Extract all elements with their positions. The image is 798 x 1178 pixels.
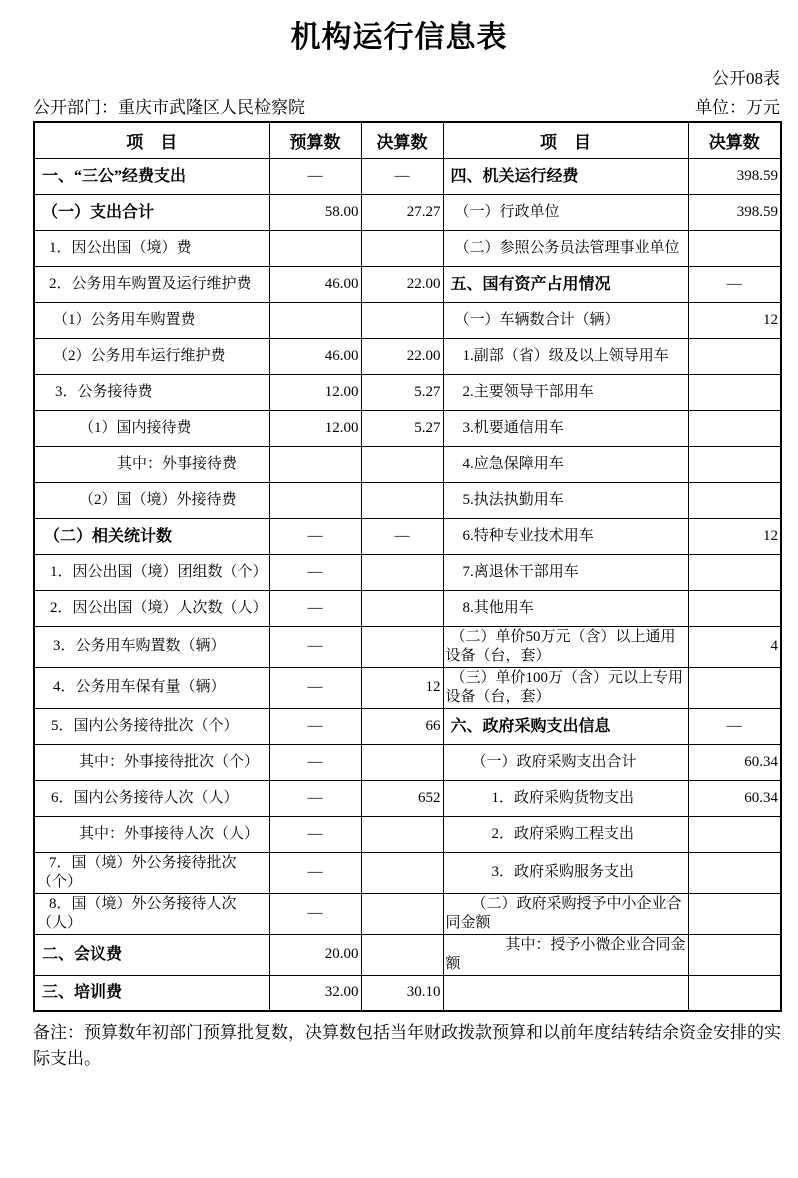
left-item-label: 二、会议费 (34, 934, 269, 975)
right-item-label (443, 975, 688, 1011)
left-final-value: 30.10 (361, 975, 443, 1011)
left-budget-value (269, 230, 361, 266)
right-item-label: （二）单价50万元（含）以上通用设备（台，套） (443, 626, 688, 667)
table-body (34, 158, 781, 1011)
left-final-value: 22.00 (361, 338, 443, 374)
left-budget-value (269, 446, 361, 482)
right-item-label: （三）单价100万（含）元以上专用设备（台，套） (443, 667, 688, 708)
left-item-label: 6．国内公务接待人次（人） (34, 780, 269, 816)
left-item-label: 其中：外事接待批次（个） (34, 744, 269, 780)
left-budget-value: — (269, 708, 361, 744)
right-item-label: （一）政府采购支出合计 (443, 744, 688, 780)
table-row (34, 194, 781, 230)
left-final-value: 22.00 (361, 266, 443, 302)
right-item-label: 五、国有资产占用情况 (443, 266, 688, 302)
table-row (34, 230, 781, 266)
page-title: 机构运行信息表 (290, 21, 508, 54)
header-row (34, 122, 781, 158)
col-header-budget: 预算数 (269, 122, 361, 158)
table-row (34, 446, 781, 482)
right-item-label: （一）车辆数合计（辆） (443, 302, 688, 338)
right-final-value (688, 975, 781, 1011)
left-budget-value: 12.00 (269, 410, 361, 446)
table-row (34, 893, 781, 934)
left-budget-value (269, 482, 361, 518)
left-final-value (361, 590, 443, 626)
right-final-value (688, 410, 781, 446)
left-budget-value: 32.00 (269, 975, 361, 1011)
left-final-value (361, 554, 443, 590)
right-item-label: 其中：授予小微企业合同金额 (443, 934, 688, 975)
unit-label: 单位：万元 (695, 98, 780, 117)
left-budget-value: — (269, 158, 361, 194)
left-budget-value: — (269, 744, 361, 780)
left-budget-value: 20.00 (269, 934, 361, 975)
table-row (34, 302, 781, 338)
left-budget-value: — (269, 780, 361, 816)
right-item-label: 3．政府采购服务支出 (443, 852, 688, 893)
right-final-value (688, 374, 781, 410)
table-row (34, 374, 781, 410)
right-final-value (688, 667, 781, 708)
table-row (34, 158, 781, 194)
table-row (34, 975, 781, 1011)
right-final-value: 398.59 (688, 194, 781, 230)
meta-line (33, 93, 780, 118)
right-item-label: 4.应急保障用车 (443, 446, 688, 482)
right-final-value: 4 (688, 626, 781, 667)
left-item-label: 其中：外事接待人次（人） (34, 816, 269, 852)
right-final-value: — (688, 266, 781, 302)
right-final-value: 60.34 (688, 744, 781, 780)
left-item-label: 2．因公出国（境）人次数（人） (34, 590, 269, 626)
left-final-value: 652 (361, 780, 443, 816)
right-final-value (688, 590, 781, 626)
right-final-value (688, 482, 781, 518)
table-row (34, 554, 781, 590)
left-item-label: 3．公务接待费 (34, 374, 269, 410)
left-budget-value: — (269, 590, 361, 626)
left-budget-value: 46.00 (269, 266, 361, 302)
right-final-value (688, 554, 781, 590)
right-final-value (688, 934, 781, 975)
left-final-value: 12 (361, 667, 443, 708)
left-item-label: （一）支出合计 (34, 194, 269, 230)
left-budget-value: 58.00 (269, 194, 361, 230)
left-item-label: 一、“三公”经费支出 (34, 158, 269, 194)
right-item-label: 六、政府采购支出信息 (443, 708, 688, 744)
left-final-value (361, 230, 443, 266)
table-row (34, 744, 781, 780)
table-row (34, 667, 781, 708)
right-item-label: 3.机要通信用车 (443, 410, 688, 446)
left-final-value (361, 626, 443, 667)
table-row (34, 708, 781, 744)
right-final-value (688, 852, 781, 893)
left-final-value: 5.27 (361, 410, 443, 446)
left-item-label: 3．公务用车购置数（辆） (34, 626, 269, 667)
left-final-value (361, 482, 443, 518)
col-header-final-left: 决算数 (361, 122, 443, 158)
table-row (34, 482, 781, 518)
info-table (33, 121, 782, 1012)
left-final-value (361, 852, 443, 893)
left-final-value (361, 934, 443, 975)
right-item-label: （二）参照公务员法管理事业单位 (443, 230, 688, 266)
left-budget-value (269, 302, 361, 338)
left-budget-value: 12.00 (269, 374, 361, 410)
table-row (34, 780, 781, 816)
table-row (34, 410, 781, 446)
left-item-label: 2．公务用车购置及运行维护费 (34, 266, 269, 302)
form-code: 公开08表 (712, 69, 780, 88)
footnote: 备注：预算数年初部门预算批复数，决算数包括当年财政拨款预算和以前年度结转结余资金安排的实际支出。 (33, 1023, 781, 1068)
left-budget-value: — (269, 554, 361, 590)
left-final-value: 5.27 (361, 374, 443, 410)
right-final-value (688, 230, 781, 266)
right-item-label: 四、机关运行经费 (443, 158, 688, 194)
right-item-label: （二）政府采购授予中小企业合同金额 (443, 893, 688, 934)
right-item-label: 1．政府采购货物支出 (443, 780, 688, 816)
left-item-label: （1）国内接待费 (34, 410, 269, 446)
left-item-label: （2）公务用车运行维护费 (34, 338, 269, 374)
left-final-value (361, 744, 443, 780)
right-item-label: 1.副部（省）级及以上领导用车 (443, 338, 688, 374)
left-final-value: — (361, 158, 443, 194)
left-item-label: 5．国内公务接待批次（个） (34, 708, 269, 744)
right-final-value: 60.34 (688, 780, 781, 816)
left-final-value (361, 446, 443, 482)
right-final-value (688, 338, 781, 374)
col-header-item-right: 项 目 (443, 122, 688, 158)
left-final-value: 27.27 (361, 194, 443, 230)
table-row (34, 626, 781, 667)
left-budget-value: — (269, 893, 361, 934)
left-item-label: 8．国（境）外公务接待人次（人） (34, 893, 269, 934)
left-budget-value: 46.00 (269, 338, 361, 374)
left-final-value (361, 302, 443, 338)
left-item-label: 4．公务用车保有量（辆） (34, 667, 269, 708)
table-row (34, 338, 781, 374)
department-label: 公开部门：重庆市武隆区人民检察院 (33, 98, 305, 117)
right-item-label: 8.其他用车 (443, 590, 688, 626)
right-item-label: 5.执法执勤用车 (443, 482, 688, 518)
left-item-label: 1．因公出国（境）团组数（个） (34, 554, 269, 590)
right-item-label: （一）行政单位 (443, 194, 688, 230)
col-header-item-left: 项 目 (34, 122, 269, 158)
right-item-label: 7.离退休干部用车 (443, 554, 688, 590)
left-item-label: （1）公务用车购置费 (34, 302, 269, 338)
right-final-value (688, 446, 781, 482)
table-row (34, 852, 781, 893)
right-final-value (688, 816, 781, 852)
right-final-value (688, 893, 781, 934)
left-item-label: 其中：外事接待费 (34, 446, 269, 482)
table-row (34, 934, 781, 975)
left-item-label: 三、培训费 (34, 975, 269, 1011)
table-row (34, 266, 781, 302)
table-row (34, 518, 781, 554)
left-final-value: 66 (361, 708, 443, 744)
left-budget-value: — (269, 518, 361, 554)
right-final-value: 12 (688, 302, 781, 338)
left-item-label: 7．国（境）外公务接待批次（个） (34, 852, 269, 893)
left-budget-value: — (269, 667, 361, 708)
left-final-value (361, 893, 443, 934)
right-item-label: 2．政府采购工程支出 (443, 816, 688, 852)
right-final-value: 12 (688, 518, 781, 554)
left-item-label: 1．因公出国（境）费 (34, 230, 269, 266)
left-budget-value: — (269, 816, 361, 852)
left-final-value (361, 816, 443, 852)
table-row (34, 816, 781, 852)
left-item-label: （2）国（境）外接待费 (34, 482, 269, 518)
right-final-value: 398.59 (688, 158, 781, 194)
table-row (34, 590, 781, 626)
left-item-label: （二）相关统计数 (34, 518, 269, 554)
document-page (0, 12, 798, 1178)
col-header-final-right: 决算数 (688, 122, 781, 158)
left-budget-value: — (269, 626, 361, 667)
left-final-value: — (361, 518, 443, 554)
left-budget-value: — (269, 852, 361, 893)
right-final-value: — (688, 708, 781, 744)
right-item-label: 2.主要领导干部用车 (443, 374, 688, 410)
right-item-label: 6.特种专业技术用车 (443, 518, 688, 554)
